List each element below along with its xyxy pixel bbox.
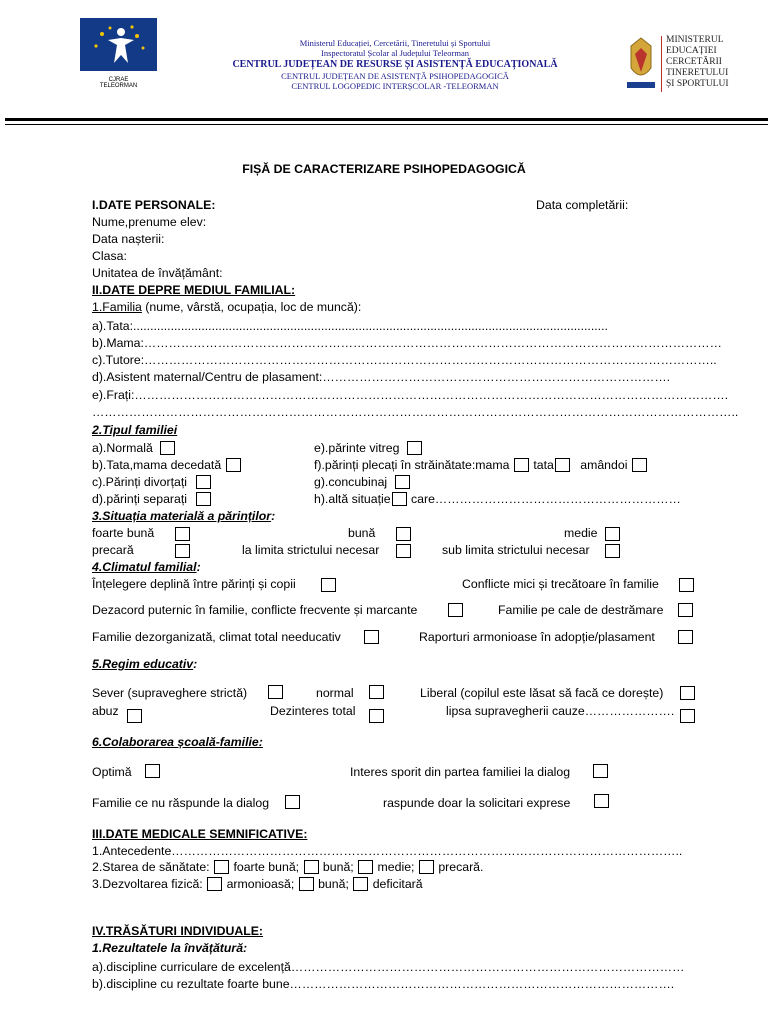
type-normal-checkbox[interactable] (160, 441, 175, 455)
page-title: FIȘĂ DE CARACTERIZARE PSIHOPEDAGOGICĂ (242, 162, 526, 176)
extra-line[interactable]: ………………………………………………………………………………………………………………………………………….. (92, 405, 739, 419)
type-deceased-label: b).Tata,mama decedată (92, 458, 222, 472)
regime-abuse-label: abuz (92, 704, 119, 718)
collab-on-request-checkbox[interactable] (594, 794, 609, 808)
collab-interest-label: Interes sporit din partea familiei la dialog (350, 765, 571, 779)
family-label-detail: (nume, vârstă, ocupația, loc de muncă): (141, 300, 362, 314)
type-stepparent-label: e).părinte vitreg (314, 441, 400, 455)
birth-date-label: Data nașterii: (92, 232, 165, 246)
ministry-line-5: ȘI SPORTULUI (666, 79, 729, 89)
material-very-good-checkbox[interactable] (175, 527, 190, 541)
health-medium-label: medie; (377, 860, 415, 874)
collab-no-response-checkbox[interactable] (285, 795, 300, 809)
physical-deficient-checkbox[interactable] (353, 877, 368, 891)
collab-interest-checkbox[interactable] (593, 764, 608, 778)
physical-harmonious-label: armonioasă; (226, 877, 295, 891)
family-subheading (92, 299, 361, 316)
material-medium-label: medie (564, 526, 598, 540)
family-label: 1.Familia (92, 300, 142, 314)
material-below-limit-label: sub limita strictului necesar (442, 543, 590, 557)
regime-normal-label: normal (316, 686, 354, 700)
learning-results-heading: 1.Rezultatele la învățătură: (92, 941, 248, 955)
physical-deficient-label: deficitară (372, 877, 423, 891)
collab-on-request-label: raspunde doar la solicitari exprese (383, 796, 571, 810)
climate-disorganized-label: Familie dezorganizată, climat total needucativ (92, 630, 341, 644)
ministry-line-3: CERCETĂRII (666, 57, 722, 67)
material-medium-checkbox[interactable] (605, 527, 620, 541)
student-name-label: Nume,prenume elev: (92, 215, 207, 229)
regime-heading-colon: : (193, 657, 198, 671)
regime-heading: 5.Regim educativ (92, 657, 194, 671)
foster-line[interactable]: d).Asistent maternal/Centru de plasament:…………………………………………………………………………. (92, 370, 671, 384)
ministry-line-1: MINISTERUL (666, 35, 724, 45)
logo-caption-1: CJRAE (108, 77, 129, 83)
physical-harmonious-checkbox[interactable] (207, 877, 222, 891)
section-medical-heading: III.DATE MEDICALE SEMNIFICATIVE: (92, 827, 308, 841)
climate-understanding-label: Înțelegere deplină între părinți și copii (92, 577, 296, 591)
material-very-good-label: foarte bună (92, 526, 155, 540)
climate-breaking-up-checkbox[interactable] (678, 603, 693, 617)
header-line-3: CENTRUL JUDEȚEAN DE RESURSE ȘI ASISTENȚĂ EDUCAȚIONALĂ (232, 59, 558, 70)
physical-good-checkbox[interactable] (299, 877, 314, 891)
regime-no-supervision-checkbox[interactable] (680, 709, 695, 723)
climate-breaking-up-label: Familie pe cale de destrămare (498, 603, 664, 617)
collab-optimal-checkbox[interactable] (145, 764, 160, 778)
regime-strict-label: Sever (supraveghere strictă) (92, 686, 248, 700)
ministry-crest-icon (625, 34, 657, 94)
material-heading-colon: : (271, 509, 276, 523)
health-good-label: bună; (322, 860, 354, 874)
father-line[interactable]: a).Tata:........................................................................................................................................... (92, 319, 608, 333)
material-poor-label: precară (92, 543, 134, 557)
material-good-label: bună (348, 526, 376, 540)
climate-strong-disagreement-checkbox[interactable] (448, 603, 463, 617)
material-below-limit-checkbox[interactable] (605, 544, 620, 558)
header-rule-thin (5, 124, 768, 125)
type-divorced-label: c).Părinți divorțați (92, 475, 187, 489)
mother-line[interactable]: b).Mama:…………………………………………………………………………………………………………………………… (92, 336, 722, 350)
header-line-4: CENTRUL JUDEȚEAN DE ASISTENȚĂ PSIHOPEDAGOGICĂ (281, 71, 509, 81)
climate-minor-conflicts-checkbox[interactable] (679, 578, 694, 592)
ministry-line-2: EDUCAȚIEI (666, 46, 717, 56)
type-cohabitation-checkbox[interactable] (395, 475, 410, 489)
section-family-heading: II.DATE DEPRE MEDIUL FAMILIAL: (92, 283, 296, 297)
type-abroad-label: f).părinți plecați în străinătate:mama (314, 458, 510, 472)
very-good-subjects-line[interactable]: b).discipline cu rezultate foarte bune…………………………………………………………………………………. (92, 977, 675, 991)
logo-caption-2: TELEORMAN (99, 83, 138, 89)
physical-good-label: bună; (318, 877, 349, 891)
cjrae-logo (80, 18, 157, 71)
guardian-line[interactable]: c).Tutore:………………………………………………………………………………………………………………………….. (92, 353, 717, 367)
climate-strong-disagreement-label: Dezacord puternic în familie, conflicte frecvente și marcante (92, 603, 418, 617)
material-poor-checkbox[interactable] (175, 544, 190, 558)
climate-heading: 4.Climatul familial (92, 560, 197, 574)
type-other-label: h).altă situație (314, 492, 391, 506)
health-very-good-checkbox[interactable] (214, 860, 229, 874)
climate-harmonious-adoption-label: Raporturi armonioase în adopție/plasament (419, 630, 655, 644)
regime-liberal-checkbox[interactable] (680, 686, 695, 700)
class-label: Clasa: (92, 249, 127, 263)
section-personal-heading: I.DATE PERSONALE: (92, 198, 216, 212)
climate-understanding-checkbox[interactable] (321, 578, 336, 592)
header-line-1: Ministerul Educației, Cercetării, Tineretului și Sportului (299, 38, 491, 48)
regime-liberal-label: Liberal (copilul este lăsat să facă ce dorește) (420, 686, 664, 700)
type-separated-checkbox[interactable] (196, 492, 211, 506)
health-poor-label: precară. (438, 860, 484, 874)
type-divorced-checkbox[interactable] (196, 475, 211, 489)
ministry-line-4: TINERETULUI (666, 68, 729, 78)
material-limit-label: la limita strictului necesar (242, 543, 380, 557)
material-good-checkbox[interactable] (396, 527, 411, 541)
regime-no-supervision-label[interactable]: lipsa supravegherii cauze…………………. (446, 704, 675, 718)
type-other-checkbox[interactable] (392, 492, 407, 506)
header-line-2: Inspectoratul Școlar al Județului Teleorman (321, 48, 469, 58)
abroad-father-checkbox[interactable] (555, 458, 570, 472)
excellence-subjects-line[interactable]: a).discipline curriculare de excelență…………………………………………………………………………………… (92, 960, 685, 974)
header-rule-thick (5, 118, 768, 121)
type-other-which[interactable]: care…………………………………………………… (410, 492, 681, 506)
type-normal-label: a).Normală (92, 441, 153, 455)
climate-harmonious-adoption-checkbox[interactable] (678, 630, 693, 644)
collaboration-heading: 6.Colaborarea școală-familie: (92, 735, 263, 749)
siblings-line[interactable]: e).Frați:………………………………………………………………………………………………………………………………. (92, 388, 729, 402)
climate-minor-conflicts-label: Conflicte mici și trecătoare în familie (462, 577, 659, 591)
health-state-label: 2.Starea de sănătate: (92, 860, 210, 874)
health-poor-checkbox[interactable] (419, 860, 434, 874)
collab-optimal-label: Optimă (92, 765, 132, 779)
abroad-both-label: amândoi (580, 458, 628, 472)
ministry-divider (661, 36, 662, 92)
abroad-father-label: tata (533, 458, 554, 472)
regime-disinterest-label: Dezinteres total (270, 704, 356, 718)
abroad-mother-checkbox[interactable] (514, 458, 529, 472)
type-stepparent-checkbox[interactable] (407, 441, 422, 455)
regime-normal-checkbox[interactable] (369, 685, 384, 699)
medical-history-line[interactable]: 1.Antecedente…………………………………………………………………………………………………………….. (92, 844, 683, 858)
abroad-both-checkbox[interactable] (632, 458, 647, 472)
star-figure-icon (80, 18, 157, 71)
header-line-5: CENTRUL LOGOPEDIC INTERȘCOLAR -TELEORMAN (291, 81, 499, 91)
type-deceased-checkbox[interactable] (226, 458, 241, 472)
health-good-checkbox[interactable] (304, 860, 319, 874)
type-cohabitation-label: g).concubinaj (314, 475, 388, 489)
type-separated-label: d).părinți separați (92, 492, 188, 506)
collab-no-response-label: Familie ce nu răspunde la dialog (92, 796, 270, 810)
regime-abuse-checkbox[interactable] (127, 709, 142, 723)
regime-disinterest-checkbox[interactable] (369, 709, 384, 723)
material-limit-checkbox[interactable] (396, 544, 411, 558)
climate-disorganized-checkbox[interactable] (364, 630, 379, 644)
regime-strict-checkbox[interactable] (268, 685, 283, 699)
material-heading: 3.Situația materială a părinților (92, 509, 272, 523)
health-medium-checkbox[interactable] (358, 860, 373, 874)
physical-dev-label: 3.Dezvoltarea fizică: (92, 877, 203, 891)
health-very-good-label: foarte bună; (233, 860, 300, 874)
section-traits-heading: IV.TRĂSĂTURI INDIVIDUALE: (92, 924, 264, 938)
school-label: Unitatea de învățământ: (92, 266, 223, 280)
date-completed-label: Data completării: (536, 198, 629, 212)
family-type-heading: 2.Tipul familiei (92, 423, 178, 437)
climate-heading-colon: : (196, 560, 201, 574)
